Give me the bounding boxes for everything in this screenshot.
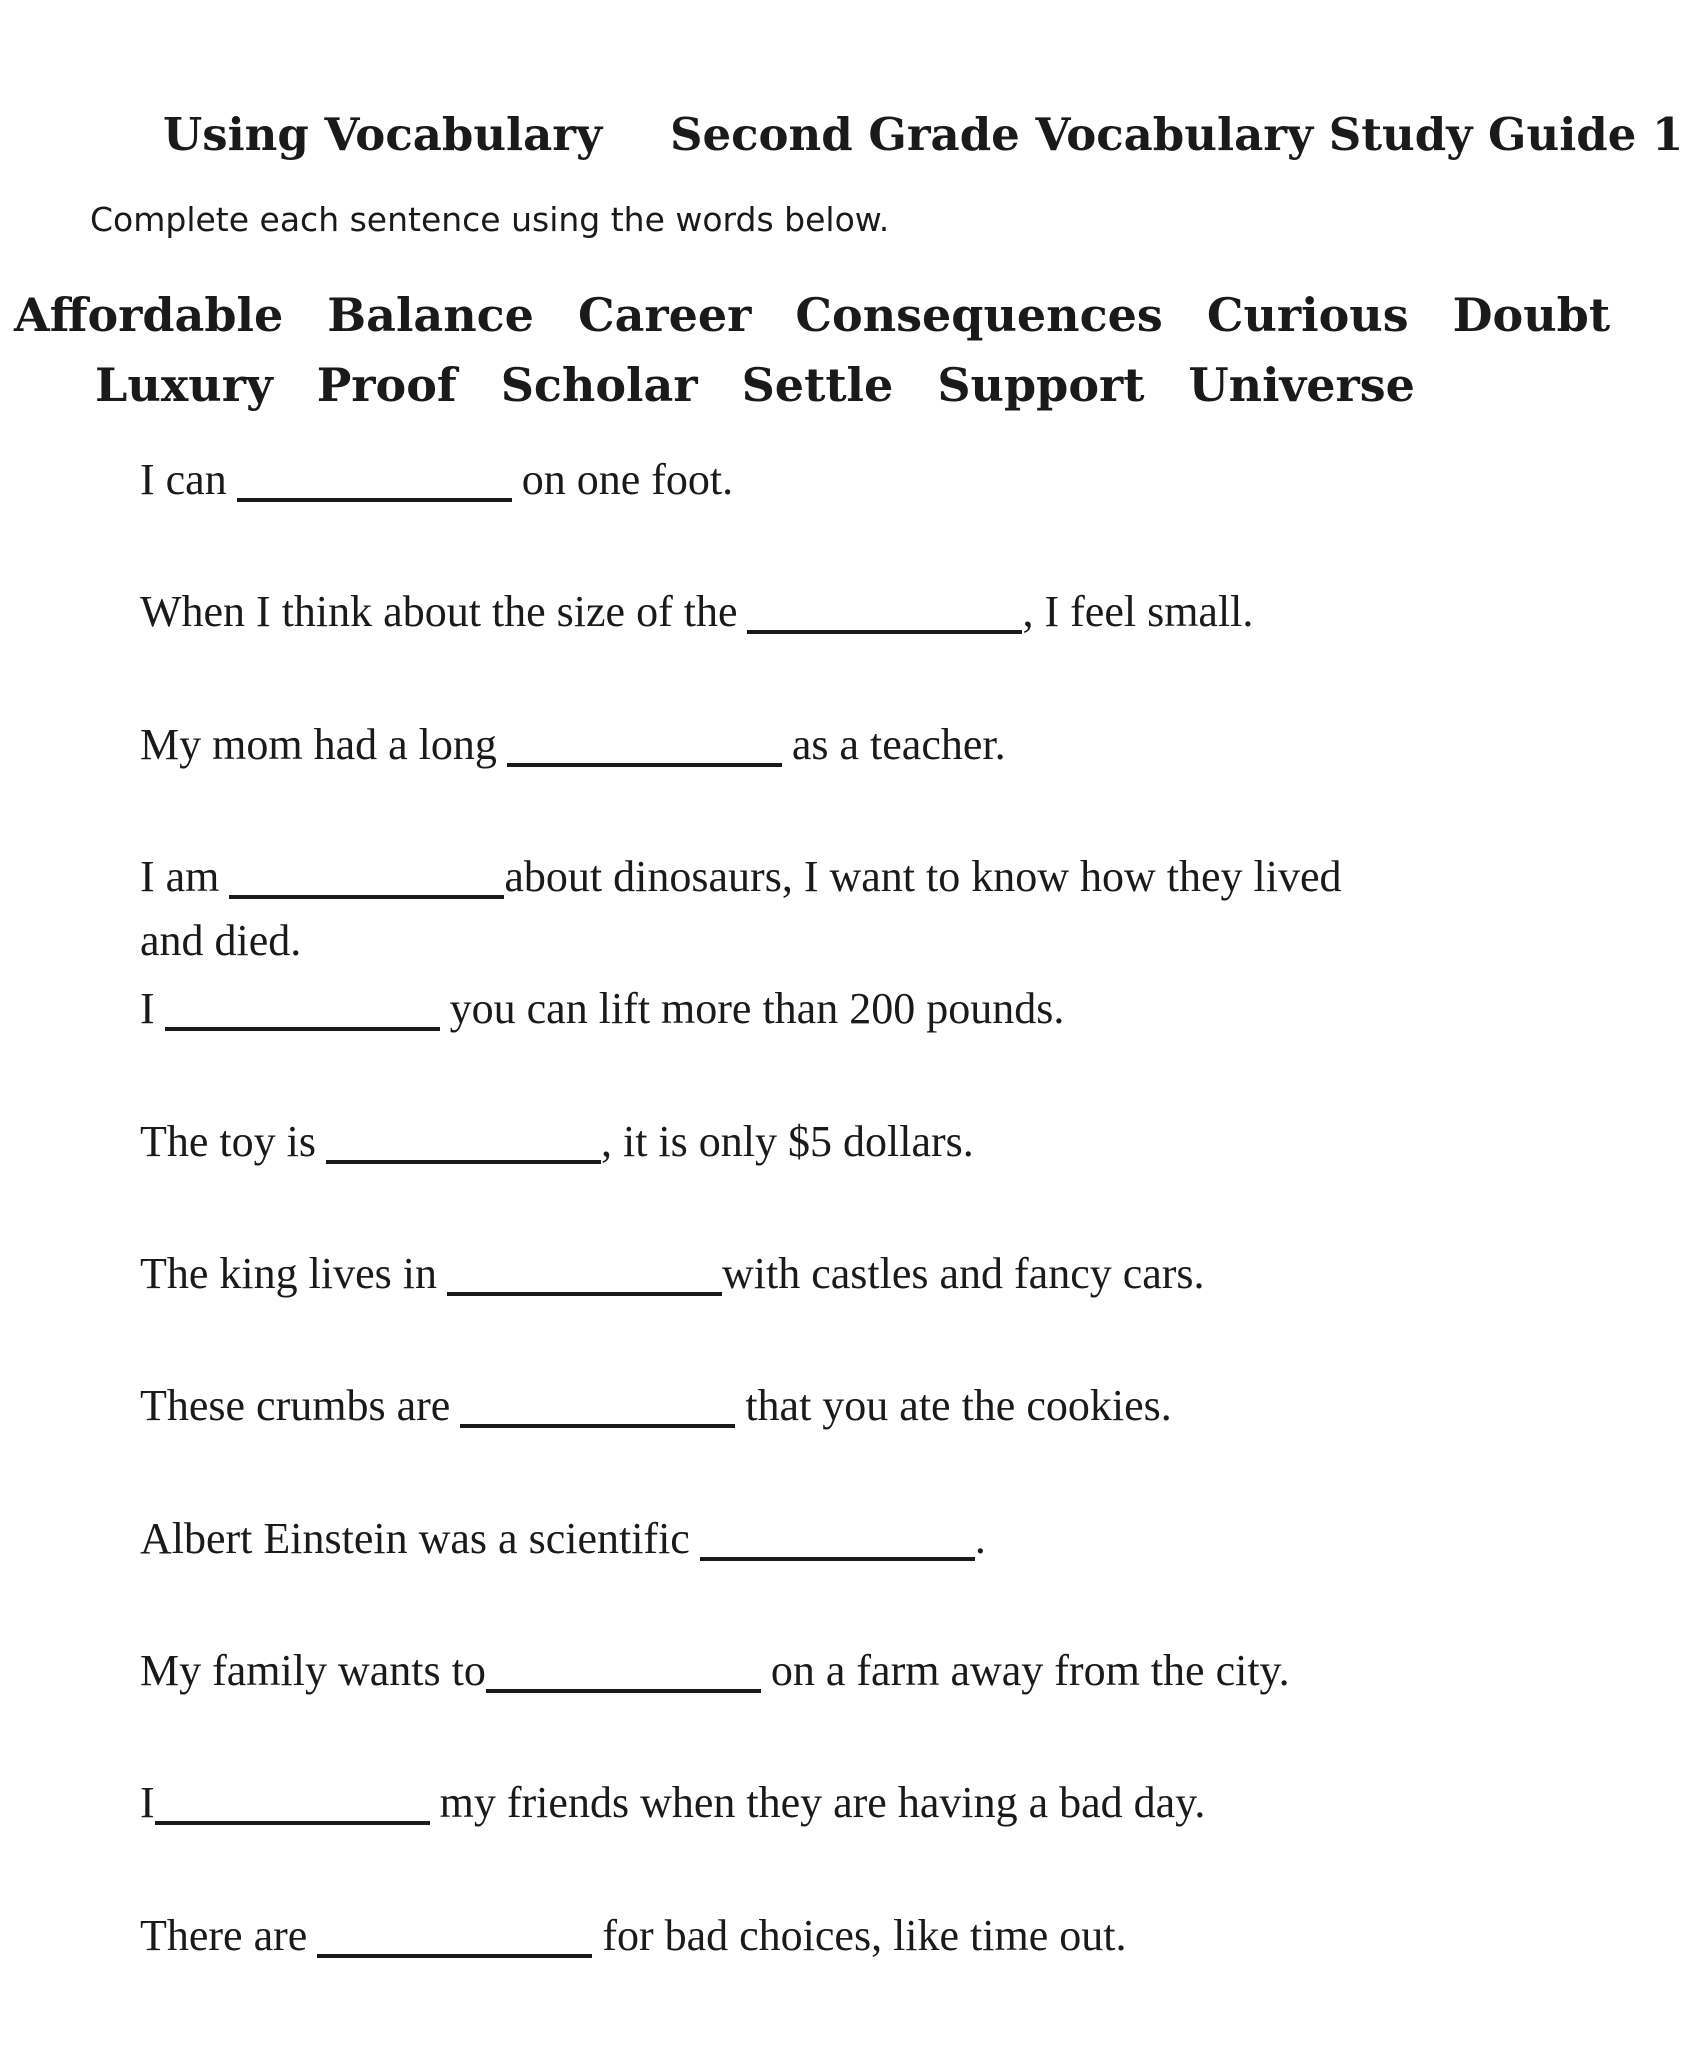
- worksheet-title: Using Vocabulary: [163, 108, 603, 161]
- answer-blank[interactable]: [486, 1689, 761, 1693]
- sentence-text-after: for bad choices, like time out.: [602, 1911, 1127, 1960]
- sentence-5: [140, 977, 1064, 1041]
- sentence-7: [140, 1242, 1205, 1306]
- answer-blank[interactable]: [460, 1424, 735, 1428]
- sentence-text-after: on one foot.: [521, 455, 734, 504]
- sentence-text-after: you can lift more than 200 pounds.: [449, 984, 1065, 1033]
- sentence-text-before: I can: [140, 455, 227, 504]
- answer-blank[interactable]: [700, 1557, 975, 1561]
- sentence-text-after: as a teacher.: [791, 720, 1006, 769]
- sentence-text-after: my friends when they are having a bad day.: [439, 1778, 1206, 1827]
- answer-blank[interactable]: [326, 1160, 601, 1164]
- sentence-text-before: My mom had a long: [140, 720, 497, 769]
- answer-blank[interactable]: [507, 763, 782, 767]
- sentence-12: [140, 1904, 1127, 1968]
- answer-blank[interactable]: [317, 1954, 592, 1958]
- answer-blank[interactable]: [447, 1292, 722, 1296]
- word-bank-word: Settle: [741, 358, 894, 412]
- word-bank-word: Doubt: [1452, 288, 1611, 342]
- sentence-text-before: There are: [140, 1911, 308, 1960]
- sentence-text-before: The toy is: [140, 1117, 316, 1166]
- sentence-1: [140, 448, 733, 512]
- sentence-text-before: My family wants to: [140, 1646, 486, 1695]
- sentence-text-after: with castles and fancy cars.: [721, 1249, 1205, 1298]
- study-guide-title: Second Grade Vocabulary Study Guide 1: [670, 108, 1683, 161]
- sentence-8: [140, 1374, 1172, 1438]
- word-bank-word: Universe: [1188, 358, 1415, 412]
- word-bank-word: Proof: [316, 358, 457, 412]
- word-bank-row-2: [0, 358, 1510, 412]
- sentence-text-after: , I feel small.: [1022, 587, 1254, 636]
- sentence-text-after: on a farm away from the city.: [770, 1646, 1290, 1695]
- word-bank-word: Curious: [1206, 288, 1409, 342]
- sentence-text-before: I am: [140, 852, 220, 901]
- sentence-text-before: These crumbs are: [140, 1381, 451, 1430]
- sentence-text-before: Albert Einstein was a scientific: [140, 1514, 690, 1563]
- word-bank-word: Balance: [327, 288, 534, 342]
- word-bank-row-1: [0, 288, 1611, 342]
- answer-blank[interactable]: [165, 1027, 440, 1031]
- word-bank-word: Affordable: [14, 288, 284, 342]
- sentence-text-before: The king lives in: [140, 1249, 437, 1298]
- word-bank-word: Consequences: [795, 288, 1163, 342]
- sentence-text-after: .: [974, 1514, 986, 1563]
- answer-blank[interactable]: [747, 630, 1022, 634]
- sentence-6: [140, 1110, 974, 1174]
- word-bank-word: Scholar: [500, 358, 698, 412]
- sentence-text-before: I: [140, 984, 155, 1033]
- sentence-text-after: about dinosaurs, I want to know how they lived: [504, 852, 1342, 901]
- sentence-4: [140, 845, 1342, 973]
- word-bank-word: Luxury: [95, 358, 273, 412]
- sentence-2: [140, 580, 1253, 644]
- sentence-text-continued: and died.: [140, 916, 302, 965]
- sentence-9: [140, 1507, 986, 1571]
- answer-blank[interactable]: [237, 498, 512, 502]
- sentence-text-after: , it is only $5 dollars.: [600, 1117, 974, 1166]
- sentence-text-before: I: [140, 1778, 155, 1827]
- answer-blank[interactable]: [155, 1821, 430, 1825]
- sentence-text-after: that you ate the cookies.: [745, 1381, 1172, 1430]
- sentence-3: [140, 713, 1006, 777]
- sentence-11: [140, 1771, 1205, 1835]
- word-bank-word: Career: [577, 288, 752, 342]
- answer-blank[interactable]: [229, 895, 504, 899]
- sentence-text-before: When I think about the size of the: [140, 587, 738, 636]
- instructions: Complete each sentence using the words below.: [90, 200, 890, 239]
- sentence-10: [140, 1639, 1290, 1703]
- word-bank-word: Support: [937, 358, 1145, 412]
